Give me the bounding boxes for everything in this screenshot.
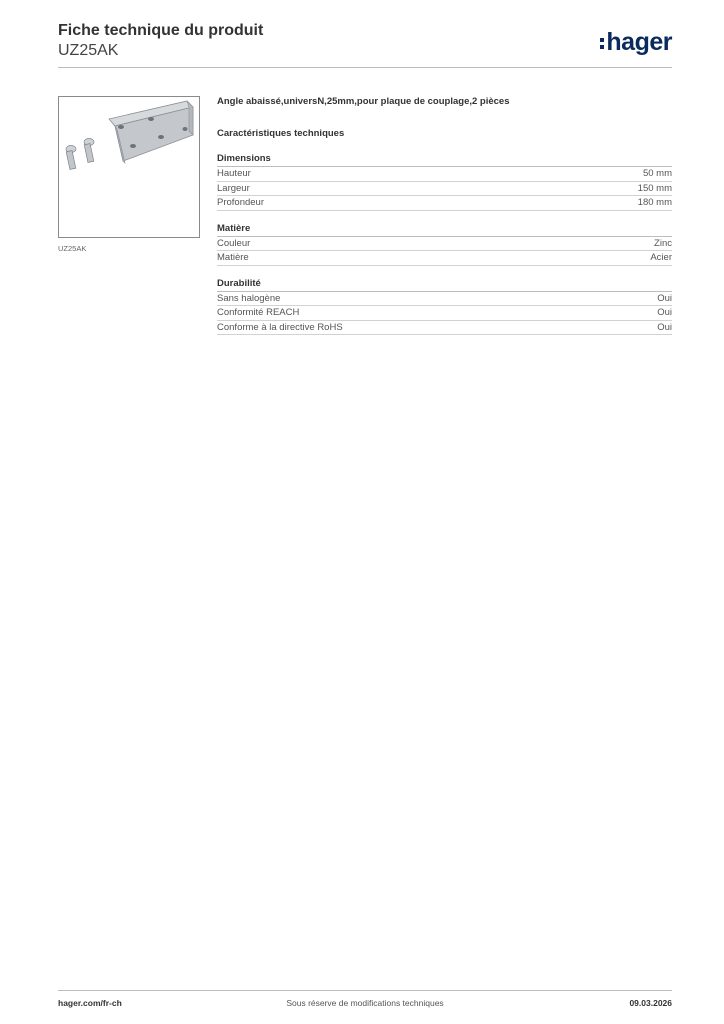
spec-value: 50 mm	[642, 168, 672, 179]
footer-divider	[58, 990, 672, 991]
product-image	[58, 96, 200, 238]
section-title: Matière	[217, 222, 672, 237]
spec-row	[217, 292, 672, 307]
header-divider	[58, 67, 672, 68]
page-header	[58, 20, 672, 60]
spec-value: Oui	[657, 292, 672, 304]
spec-value: Oui	[657, 307, 672, 318]
footer-website-link[interactable]: hager.com/fr-ch	[58, 998, 122, 1008]
spec-label: Profondeur	[217, 197, 265, 208]
spec-value: Oui	[657, 321, 672, 333]
product-code: UZ25AK	[58, 42, 119, 59]
spec-value: Acier	[650, 252, 672, 263]
spec-label: Largeur	[217, 182, 250, 194]
footer-date: 09.03.2026	[629, 998, 672, 1008]
spec-content	[217, 95, 672, 335]
spec-row	[217, 321, 672, 336]
spec-row	[217, 182, 672, 197]
spec-label: Conforme à la directive RoHS	[217, 321, 343, 333]
spec-value: 150 mm	[637, 182, 672, 194]
specs-heading: Caractéristiques techniques	[217, 128, 345, 139]
spec-row	[217, 196, 672, 211]
section-title: Durabilité	[217, 277, 672, 292]
section-title: Dimensions	[217, 152, 672, 167]
spec-row	[217, 237, 672, 252]
logo-text: hager	[606, 28, 672, 56]
spec-label: Sans halogène	[217, 292, 281, 304]
section-matiere	[217, 222, 672, 266]
spec-value: 180 mm	[637, 197, 672, 208]
image-caption: UZ25AK	[58, 244, 87, 253]
logo-dots-icon	[600, 35, 604, 52]
product-description: Angle abaissé,universN,25mm,pour plaque de couplage,2 pièces	[217, 96, 510, 107]
spec-label: Matière	[217, 252, 249, 263]
spec-label: Conformité REACH	[217, 307, 300, 318]
spec-row	[217, 251, 672, 266]
spec-label: Hauteur	[217, 168, 251, 179]
footer-note: Sous réserve de modifications techniques	[286, 998, 444, 1008]
angle-bracket-icon	[59, 97, 199, 237]
spec-row	[217, 167, 672, 182]
hager-logo	[600, 28, 672, 57]
section-durabilite	[217, 277, 672, 336]
spec-value: Zinc	[654, 237, 672, 249]
spec-label: Couleur	[217, 237, 251, 249]
section-dimensions	[217, 152, 672, 211]
page-title: Fiche technique du produit	[58, 22, 264, 39]
spec-row	[217, 306, 672, 321]
